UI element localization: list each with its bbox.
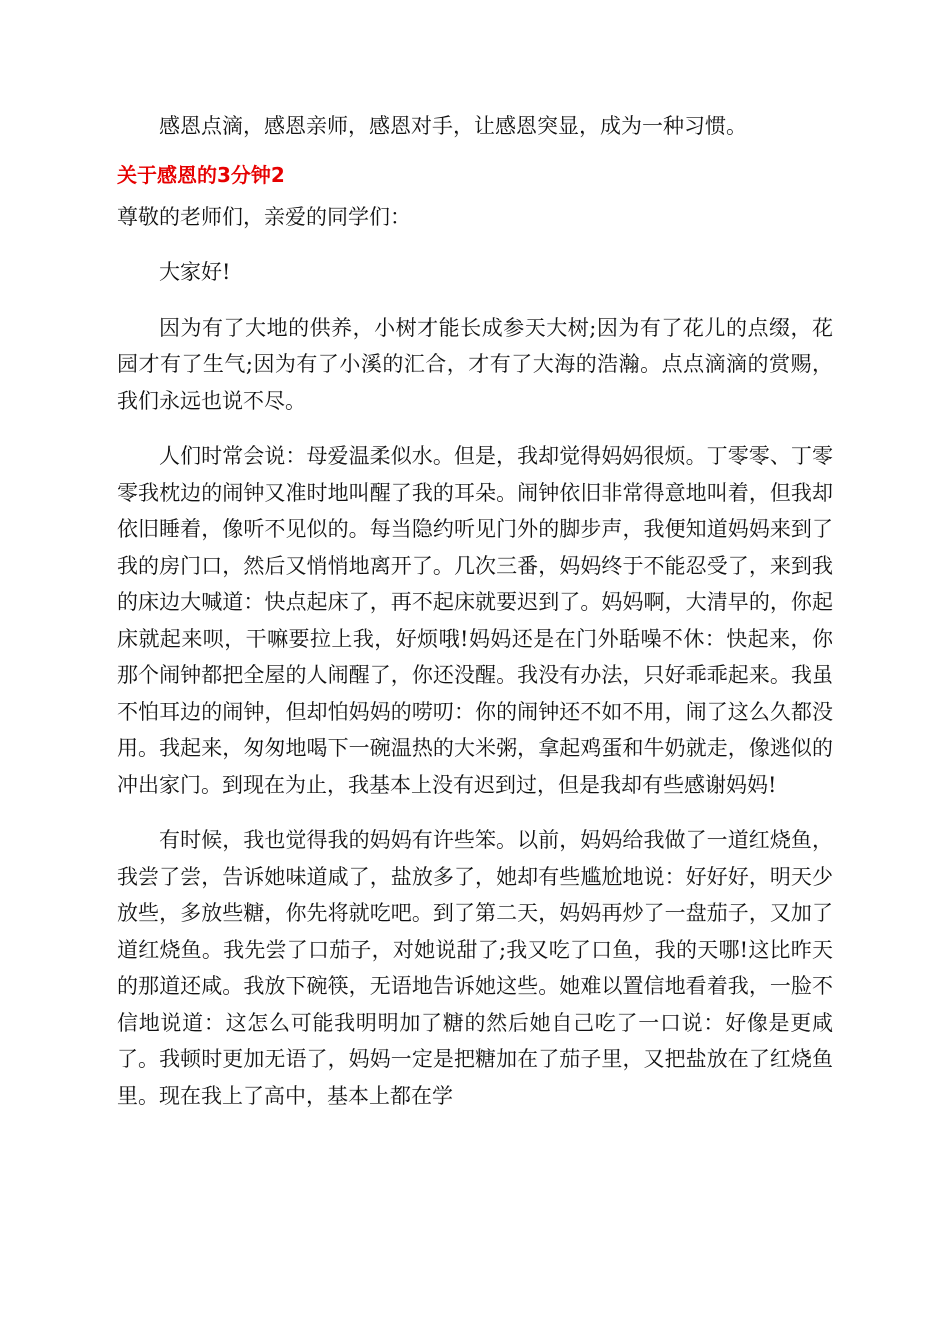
paragraph-3: 有时候，我也觉得我的妈妈有许些笨。以前，妈妈给我做了一道红烧鱼，我尝了尝，告诉她味道咸了，盐放多了，她却有些尴尬地说：好好好，明天少放些，多放些糖，你先将就吃吧。到了第二天，妈妈再炒了一盘茄子，又加了道红烧鱼。我先尝了口茄子，对她说甜了;我又吃了口鱼，我的天哪!这比昨天的那道还咸。我放下碗筷，无语地告诉她这些。她难以置信地看着我，一脸不信地说道：这怎么可能我明明加了糖的然后她自己吃了一口说：好像是更咸了。我顿时更加无语了，妈妈一定是把糖加在了茄子里，又把盐放在了红烧鱼里。现在我上了高中，基本上都在学 bbox=[117, 828, 833, 1108]
intro-line: 感恩点滴，感恩亲师，感恩对手，让感恩突显，成为一种习惯。 bbox=[159, 114, 747, 138]
salutation: 尊敬的老师们，亲爱的同学们： bbox=[117, 204, 411, 229]
greeting: 大家好! bbox=[159, 260, 231, 284]
paragraph-1: 因为有了大地的供养，小树才能长成参天大树;因为有了花儿的点缀，花园才有了生气;因为有了小溪的汇合，才有了大海的浩瀚。点点滴滴的赏赐，我们永远也说不尽。 bbox=[117, 315, 833, 413]
section-heading: 关于感恩的3分钟2 bbox=[117, 162, 285, 187]
document-body bbox=[117, 108, 833, 1114]
paragraph-2: 人们时常会说：母爱温柔似水。但是，我却觉得妈妈很烦。丁零零、丁零零我枕边的闹钟又准时地叫醒了我的耳朵。闹钟依旧非常得意地叫着，但我却依旧睡着，像听不见似的。每当隐约听见门外的脚步声，我便知道妈妈来到了我的房门口，然后又悄悄地离开了。几次三番，妈妈终于不能忍受了，来到我的床边大喊道：快点起床了，再不起床就要迟到了。妈妈啊，大清早的，你起床就起来呗，干嘛要拉上我，好烦哦!妈妈还是在门外聒噪不休：快起来，你那个闹钟都把全屋的人闹醒了，你还没醒。我没有办法，只好乖乖起来。我虽不怕耳边的闹钟，但却怕妈妈的唠叨：你的闹钟还不如不用，闹了这么久都没用。我起来，匆匆地喝下一碗温热的大米粥，拿起鸡蛋和牛奶就走，像逃似的冲出家门。到现在为止，我基本上没有迟到过，但是我却有些感谢妈妈! bbox=[117, 444, 833, 797]
